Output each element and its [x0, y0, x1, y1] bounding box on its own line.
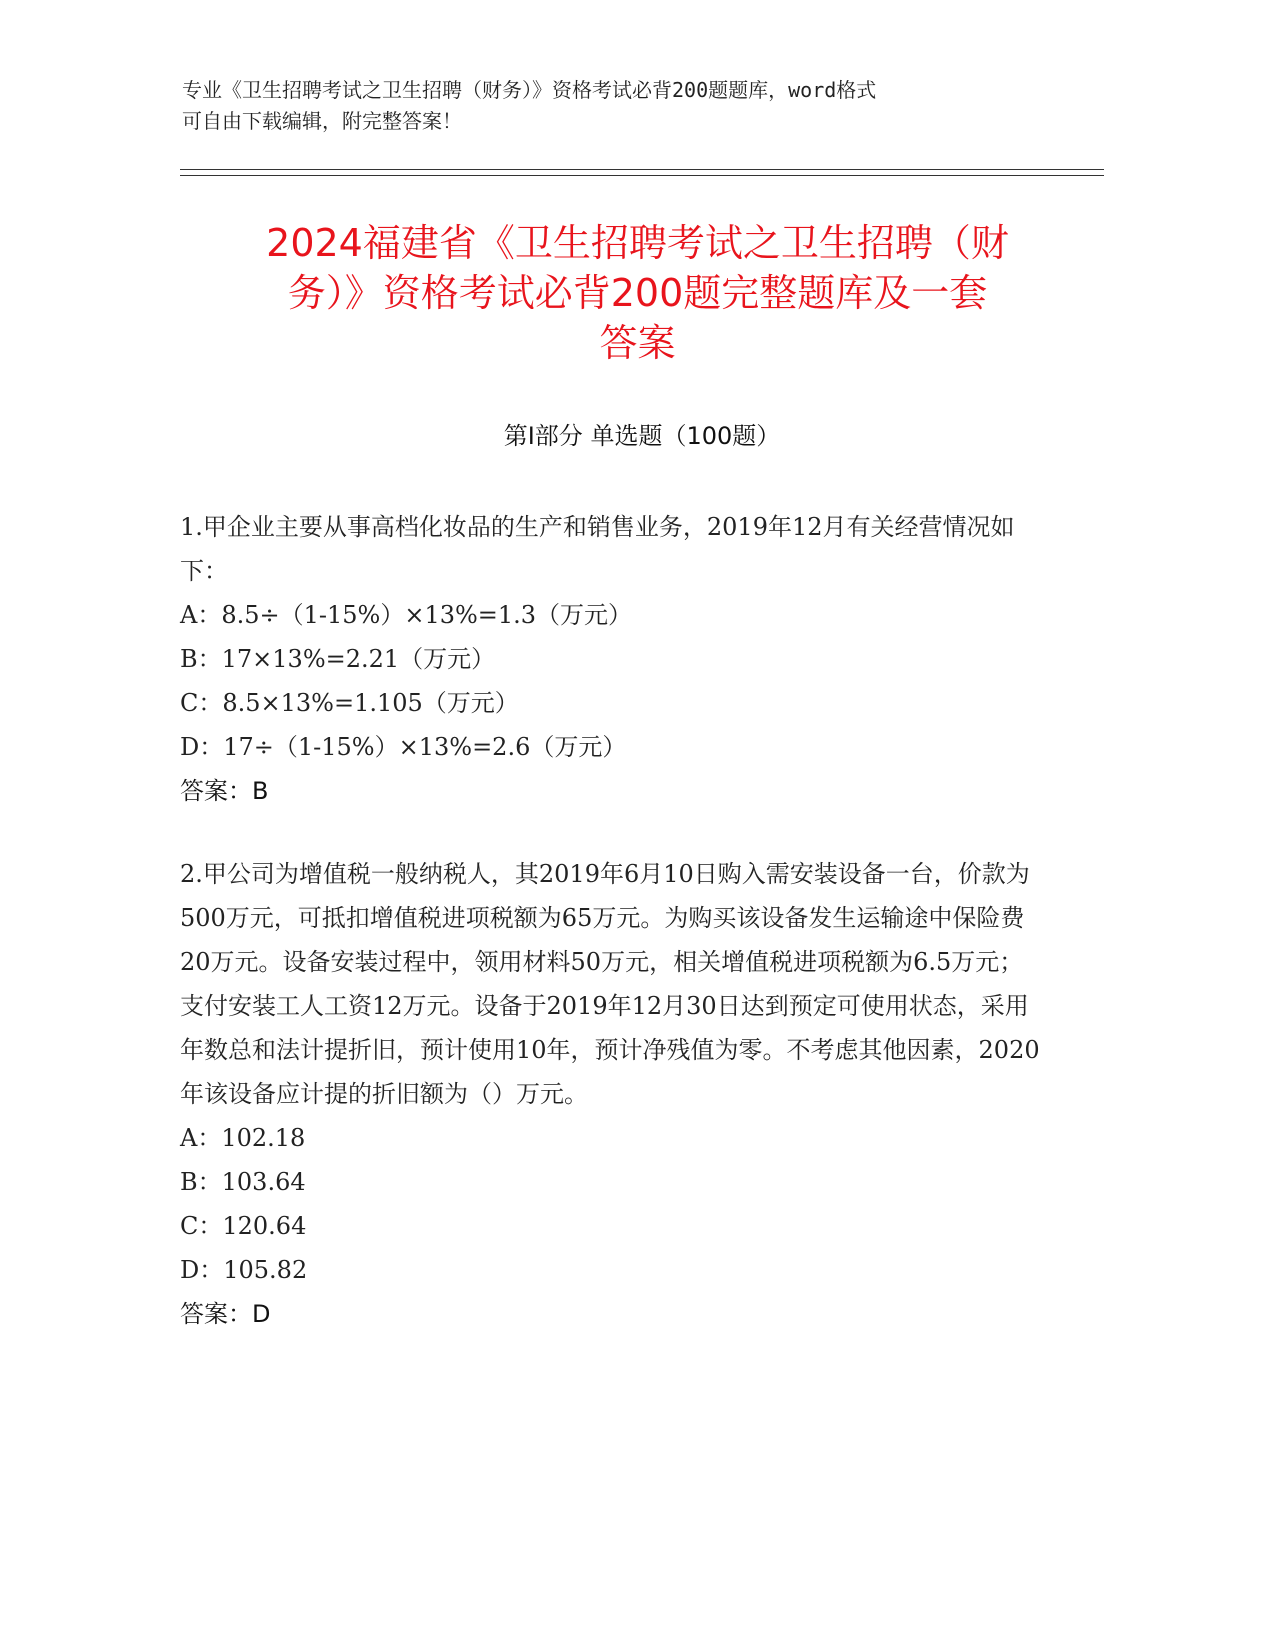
header-note-line-1: 专业《卫生招聘考试之卫生招聘（财务）》资格考试必背200题题库，word格式	[182, 78, 877, 102]
header-note	[182, 75, 1042, 137]
answer: 答案：D	[180, 1300, 271, 1328]
option-a: A：8.5÷（1-15%）×13%=1.3（万元）	[180, 601, 633, 629]
question-2	[180, 852, 1040, 1336]
header-rule-bottom	[180, 175, 1104, 176]
question-stem: 1.甲企业主要从事高档化妆品的生产和销售业务，2019年12月有关经营情况如下：	[180, 513, 1015, 585]
option-d: D：17÷（1-15%）×13%=2.6（万元）	[180, 733, 627, 761]
option-c: C：120.64	[180, 1212, 307, 1240]
header-rule-top	[180, 169, 1104, 170]
option-c: C：8.5×13%=1.105（万元）	[180, 689, 519, 717]
question-stem: 2.甲公司为增值税一般纳税人，其2019年6月10日购入需安装设备一台，价款为500万元，可抵扣增值税进项税额为65万元。为购买该设备发生运输途中保险费20万元。设备安装过程中，领用材料50万元，相关增值税进项税额为6.5万元；支付安装工人工资12万元。设备于2019年12月30日达到预定可使用状态，采用年数总和法计提折旧，预计使用10年，预计净残值为零。不考虑其他因素，2020年该设备应计提的折旧额为（）万元。	[180, 860, 1040, 1108]
question-1	[180, 505, 1040, 813]
header-note-line-2: 可自由下载编辑，附完整答案！	[182, 109, 462, 133]
option-a: A：102.18	[180, 1124, 306, 1152]
option-b: B：17×13%=2.21（万元）	[180, 645, 496, 673]
document-title-line-2: 务）》资格考试必背200题完整题库及一套	[287, 271, 988, 315]
option-d: D：105.82	[180, 1256, 308, 1284]
document-title-line-1: 2024福建省《卫生招聘考试之卫生招聘（财	[266, 221, 1009, 265]
answer: 答案：B	[180, 777, 269, 805]
section-title: 第Ⅰ部分 单选题（100题）	[503, 422, 781, 450]
document-title-line-3: 答案	[599, 321, 676, 365]
document-title	[170, 218, 1105, 368]
option-b: B：103.64	[180, 1168, 306, 1196]
